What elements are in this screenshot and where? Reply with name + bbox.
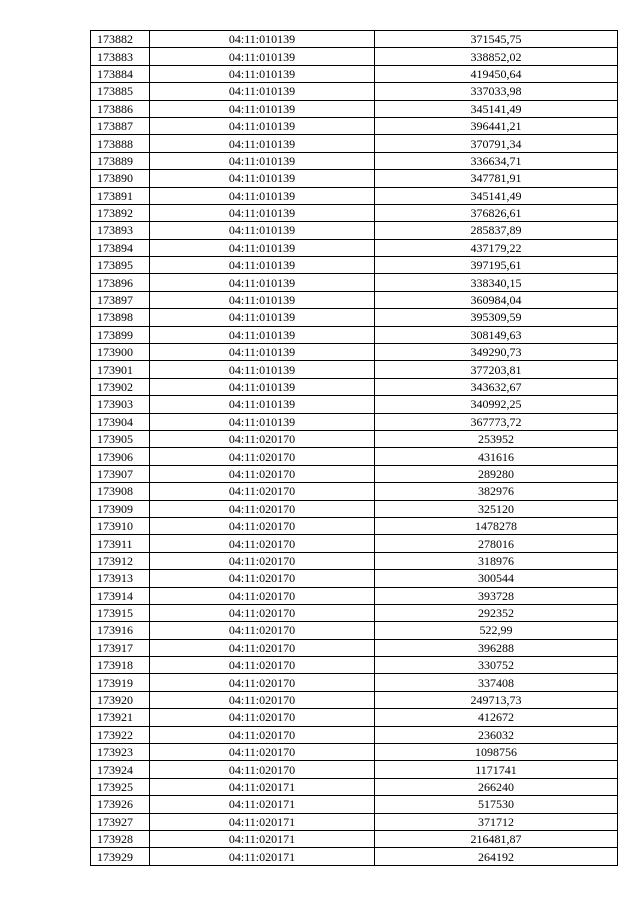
table-row [91,622,618,639]
table-row [91,344,618,361]
cell-id: 173924 [91,761,150,778]
cell-cadastral-code: 04:11:020170 [150,483,375,500]
cell-value: 412672 [375,709,618,726]
cell-value: 338340,15 [375,274,618,291]
cell-cadastral-code: 04:11:020170 [150,709,375,726]
cell-value: 517530 [375,796,618,813]
cell-id: 173927 [91,813,150,830]
cell-id: 173891 [91,187,150,204]
table-row [91,239,618,256]
cell-cadastral-code: 04:11:020171 [150,830,375,847]
cell-cadastral-code: 04:11:010139 [150,274,375,291]
table-row [91,552,618,569]
cell-cadastral-code: 04:11:020170 [150,744,375,761]
table-row [91,361,618,378]
cell-value: 330752 [375,657,618,674]
cell-cadastral-code: 04:11:010139 [150,152,375,169]
cell-cadastral-code: 04:11:010139 [150,413,375,430]
cell-id: 173883 [91,48,150,65]
cell-value: 360984,04 [375,291,618,308]
table-row [91,83,618,100]
cell-value: 376826,61 [375,204,618,221]
cell-value: 340992,25 [375,396,618,413]
cell-id: 173888 [91,135,150,152]
table-row [91,31,618,48]
cell-value: 1478278 [375,517,618,534]
cell-cadastral-code: 04:11:020171 [150,778,375,795]
cell-value: 397195,61 [375,257,618,274]
cell-id: 173915 [91,604,150,621]
cell-id: 173929 [91,848,150,865]
cell-cadastral-code: 04:11:020170 [150,691,375,708]
cell-id: 173892 [91,204,150,221]
cell-value: 396441,21 [375,117,618,134]
table-row [91,448,618,465]
cell-id: 173913 [91,570,150,587]
cell-id: 173914 [91,587,150,604]
table-row [91,535,618,552]
cell-cadastral-code: 04:11:020170 [150,604,375,621]
cell-cadastral-code: 04:11:020171 [150,848,375,865]
cell-value: 337408 [375,674,618,691]
cell-cadastral-code: 04:11:010139 [150,326,375,343]
cell-value: 343632,67 [375,378,618,395]
cell-cadastral-code: 04:11:020170 [150,587,375,604]
table-row [91,117,618,134]
cell-cadastral-code: 04:11:010139 [150,239,375,256]
cell-cadastral-code: 04:11:010139 [150,83,375,100]
cell-id: 173903 [91,396,150,413]
table-row [91,413,618,430]
cell-cadastral-code: 04:11:020170 [150,535,375,552]
cell-cadastral-code: 04:11:020170 [150,726,375,743]
cell-cadastral-code: 04:11:020170 [150,552,375,569]
table-row [91,378,618,395]
cell-id: 173925 [91,778,150,795]
cell-id: 173926 [91,796,150,813]
cell-cadastral-code: 04:11:020171 [150,796,375,813]
table-row [91,170,618,187]
cell-value: 371545,75 [375,31,618,48]
table-row [91,813,618,830]
table-row [91,291,618,308]
cell-id: 173922 [91,726,150,743]
table-row [91,274,618,291]
cell-cadastral-code: 04:11:020170 [150,430,375,447]
cell-id: 173923 [91,744,150,761]
cell-cadastral-code: 04:11:010139 [150,48,375,65]
table-row [91,100,618,117]
cell-value: 395309,59 [375,309,618,326]
cell-id: 173904 [91,413,150,430]
cell-cadastral-code: 04:11:010139 [150,378,375,395]
cell-id: 173918 [91,657,150,674]
cell-id: 173898 [91,309,150,326]
table-row [91,639,618,656]
cell-id: 173886 [91,100,150,117]
table-row [91,65,618,82]
cell-value: 264192 [375,848,618,865]
table-row [91,674,618,691]
cell-value: 236032 [375,726,618,743]
table-row [91,709,618,726]
cell-cadastral-code: 04:11:010139 [150,65,375,82]
table-row [91,604,618,621]
cell-cadastral-code: 04:11:010139 [150,31,375,48]
cell-value: 308149,63 [375,326,618,343]
table-row [91,48,618,65]
table-row [91,396,618,413]
cell-id: 173890 [91,170,150,187]
cell-value: 431616 [375,448,618,465]
cell-value: 437179,22 [375,239,618,256]
cell-id: 173897 [91,291,150,308]
cell-cadastral-code: 04:11:010139 [150,291,375,308]
table-row [91,204,618,221]
table-row [91,257,618,274]
cell-id: 173899 [91,326,150,343]
cell-cadastral-code: 04:11:020170 [150,622,375,639]
cell-value: 318976 [375,552,618,569]
cell-value: 347781,91 [375,170,618,187]
cell-cadastral-code: 04:11:010139 [150,222,375,239]
table-row [91,830,618,847]
cell-value: 345141,49 [375,187,618,204]
table-row [91,726,618,743]
table-row [91,309,618,326]
cell-id: 173916 [91,622,150,639]
cell-cadastral-code: 04:11:020170 [150,465,375,482]
table-row [91,187,618,204]
cell-id: 173919 [91,674,150,691]
cell-value: 377203,81 [375,361,618,378]
cell-id: 173884 [91,65,150,82]
cell-id: 173911 [91,535,150,552]
table-row [91,135,618,152]
cell-id: 173921 [91,709,150,726]
cell-cadastral-code: 04:11:010139 [150,117,375,134]
cell-id: 173906 [91,448,150,465]
table-row [91,517,618,534]
table-row [91,222,618,239]
table-row [91,326,618,343]
cell-id: 173917 [91,639,150,656]
cell-id: 173907 [91,465,150,482]
table-row [91,778,618,795]
cell-cadastral-code: 04:11:010139 [150,257,375,274]
cell-value: 396288 [375,639,618,656]
cell-id: 173928 [91,830,150,847]
cell-value: 216481,87 [375,830,618,847]
cell-cadastral-code: 04:11:010139 [150,309,375,326]
cell-value: 278016 [375,535,618,552]
table-row [91,430,618,447]
cell-id: 173894 [91,239,150,256]
cell-value: 419450,64 [375,65,618,82]
table-row [91,152,618,169]
cell-cadastral-code: 04:11:010139 [150,204,375,221]
cell-cadastral-code: 04:11:010139 [150,100,375,117]
table-row [91,483,618,500]
cell-id: 173900 [91,344,150,361]
table-row [91,744,618,761]
table-row [91,657,618,674]
cell-value: 338852,02 [375,48,618,65]
table-row [91,500,618,517]
table-body [91,31,618,866]
data-table [90,30,618,866]
cell-id: 173909 [91,500,150,517]
cell-value: 1171741 [375,761,618,778]
cell-cadastral-code: 04:11:020170 [150,517,375,534]
cell-value: 285837,89 [375,222,618,239]
cell-id: 173893 [91,222,150,239]
table-row [91,761,618,778]
cell-value: 382976 [375,483,618,500]
cell-cadastral-code: 04:11:010139 [150,344,375,361]
cell-value: 289280 [375,465,618,482]
cell-cadastral-code: 04:11:020170 [150,657,375,674]
cell-cadastral-code: 04:11:020170 [150,674,375,691]
cell-id: 173887 [91,117,150,134]
cell-value: 300544 [375,570,618,587]
cell-id: 173882 [91,31,150,48]
cell-id: 173885 [91,83,150,100]
cell-id: 173901 [91,361,150,378]
cell-value: 345141,49 [375,100,618,117]
cell-value: 522,99 [375,622,618,639]
cell-value: 370791,34 [375,135,618,152]
cell-value: 371712 [375,813,618,830]
cell-cadastral-code: 04:11:020171 [150,813,375,830]
cell-cadastral-code: 04:11:010139 [150,170,375,187]
cell-cadastral-code: 04:11:020170 [150,448,375,465]
table-row [91,465,618,482]
cell-id: 173912 [91,552,150,569]
cell-cadastral-code: 04:11:010139 [150,187,375,204]
cell-value: 367773,72 [375,413,618,430]
cell-value: 393728 [375,587,618,604]
cell-value: 349290,73 [375,344,618,361]
cell-cadastral-code: 04:11:010139 [150,135,375,152]
cell-value: 325120 [375,500,618,517]
cell-value: 292352 [375,604,618,621]
cell-cadastral-code: 04:11:020170 [150,761,375,778]
cell-cadastral-code: 04:11:010139 [150,361,375,378]
cell-id: 173920 [91,691,150,708]
cell-id: 173908 [91,483,150,500]
table-row [91,848,618,865]
cell-cadastral-code: 04:11:020170 [150,500,375,517]
cell-id: 173895 [91,257,150,274]
cell-cadastral-code: 04:11:010139 [150,396,375,413]
cell-value: 253952 [375,430,618,447]
cell-id: 173896 [91,274,150,291]
cell-value: 249713,73 [375,691,618,708]
cell-id: 173902 [91,378,150,395]
cell-id: 173889 [91,152,150,169]
table-row [91,587,618,604]
cell-cadastral-code: 04:11:020170 [150,639,375,656]
cell-value: 1098756 [375,744,618,761]
cell-value: 337033,98 [375,83,618,100]
cell-value: 266240 [375,778,618,795]
table-row [91,796,618,813]
table-row [91,570,618,587]
cell-value: 336634,71 [375,152,618,169]
cell-cadastral-code: 04:11:020170 [150,570,375,587]
table-row [91,691,618,708]
cell-id: 173910 [91,517,150,534]
cell-id: 173905 [91,430,150,447]
